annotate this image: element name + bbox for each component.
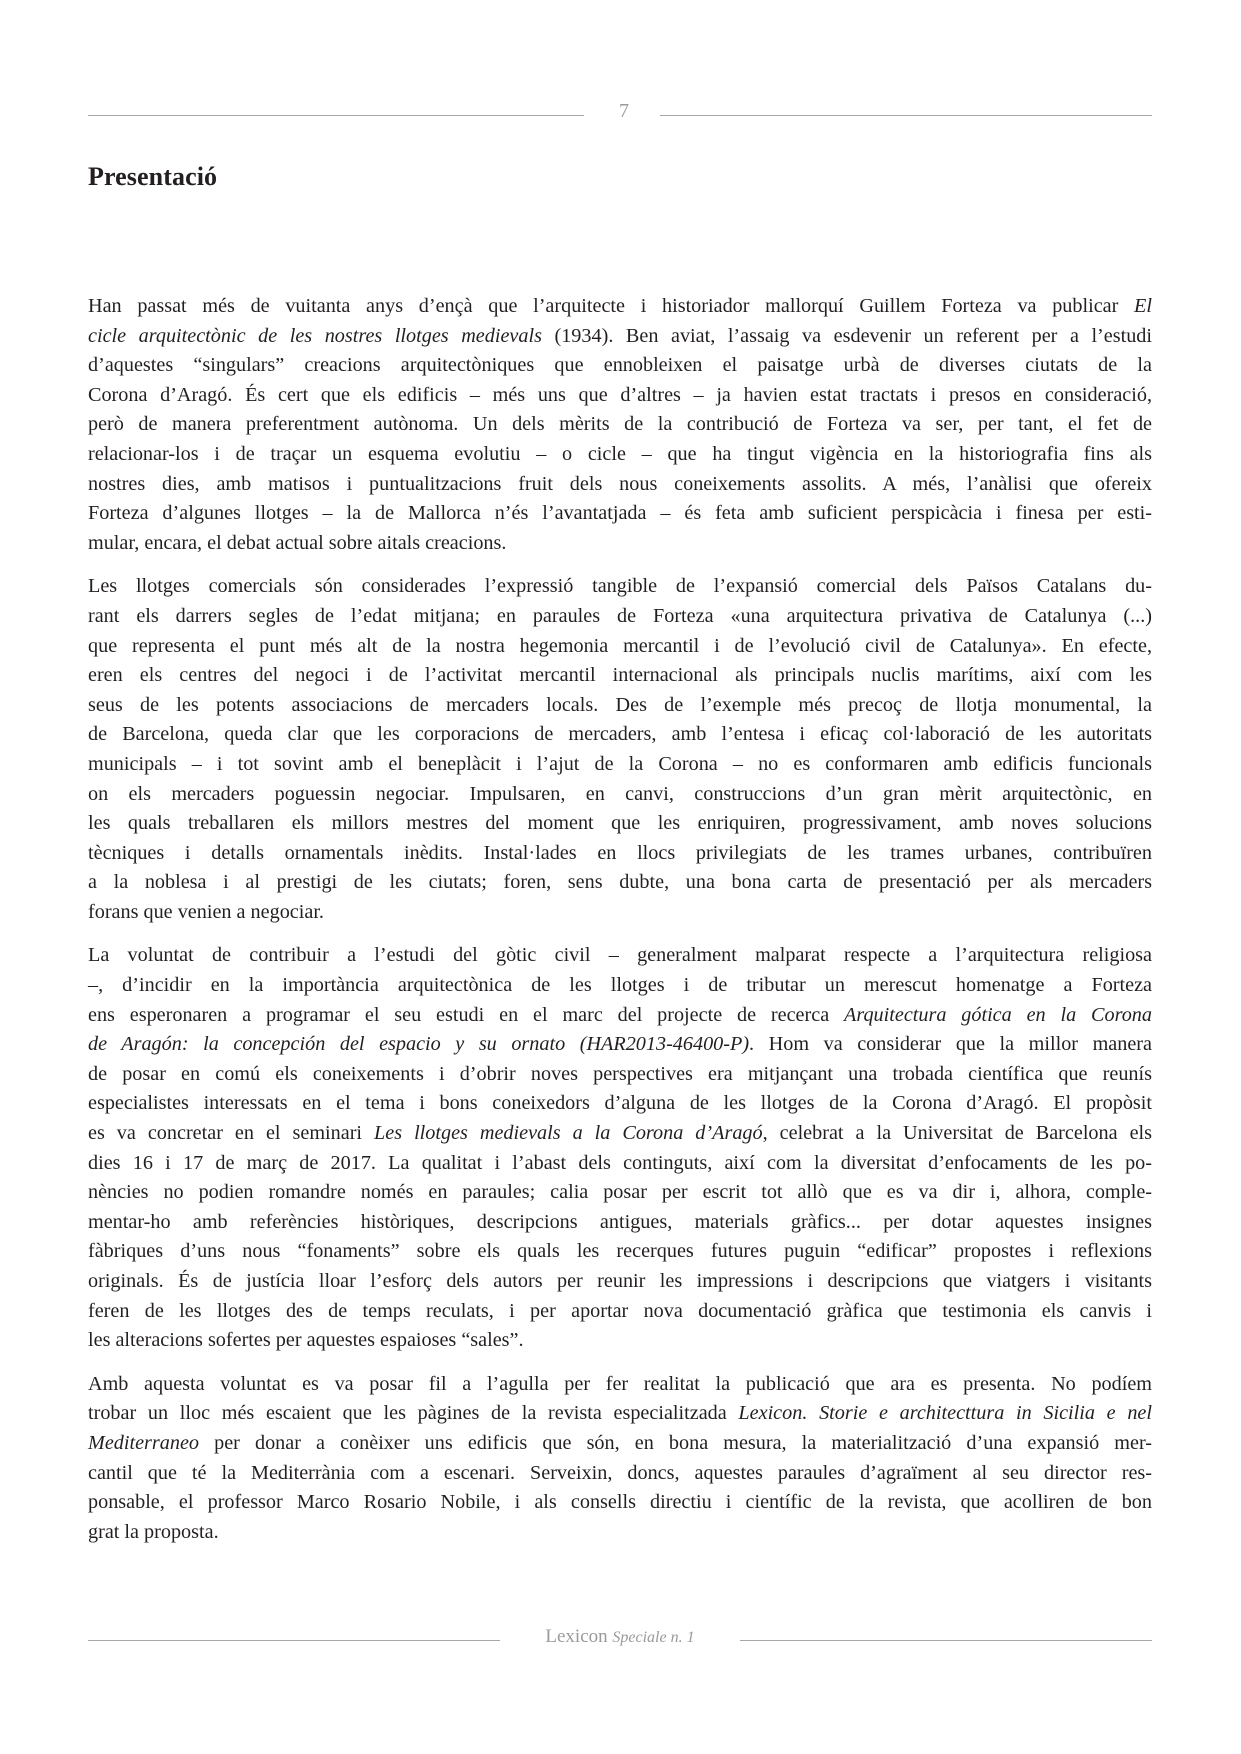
- text-line: [88, 941, 1152, 971]
- text-segment: trobar un lloc més escaient que les pàgines de la revista especialitzada: [88, 1402, 739, 1425]
- italic-title: El: [1134, 295, 1152, 317]
- text-line: [88, 572, 1152, 602]
- text-line: [88, 868, 1152, 898]
- text-segment: rant els darrers segles de l’edat mitjana; en paraules de Forteza «una arquitectura privativa de Catalunya (...): [88, 604, 1152, 627]
- text-line: [88, 1399, 1152, 1429]
- text-segment: d’aquestes “singulars” creacions arquitectòniques que ennobleixen el paisatge urbà de diverses ciutats de la: [88, 354, 1152, 377]
- text-segment: on els mercaders poguessin negociar. Impulsaren, en canvi, construccions d’un gran mèrit arquitectònic, en: [88, 782, 1152, 805]
- text-line: [88, 1208, 1152, 1238]
- text-segment: dies 16 i 17 de març de 2017. La qualitat i l’abast dels continguts, així com la diversitat d’enfocaments de les po-: [88, 1151, 1152, 1174]
- text-segment: tècniques i detalls ornamentals inèdits. Instal·lades en llocs privilegiats de les trames urbanes, contribuïren: [88, 841, 1152, 864]
- text-line: [88, 1089, 1152, 1119]
- text-segment: les alteracions sofertes per aquestes espaioses “sales”.: [88, 1329, 524, 1352]
- italic-title: Lexicon. Storie e architecttura in Sicilia e nel: [738, 1402, 1152, 1425]
- paragraph: [88, 941, 1152, 1355]
- text-line: [88, 1297, 1152, 1327]
- text-line: [88, 1488, 1152, 1518]
- page-header: [88, 100, 1152, 124]
- text-line: [88, 1149, 1152, 1179]
- text-segment: Corona d’Aragó. És cert que els edificis – més uns que d’altres – ja havien estat tractats i presos en consideració,: [88, 383, 1152, 406]
- text-segment: eren els centres del negoci i de l’activitat mercantil internacional als principals nuclis marítims, així com les: [88, 664, 1152, 687]
- text-line: [88, 839, 1152, 869]
- text-segment: mentar-ho amb referències històriques, descripcions antigues, materials gràfics... per dotar aquestes insignes: [88, 1210, 1152, 1233]
- journal-name: Lexicon: [545, 1626, 608, 1647]
- paragraph: [88, 572, 1152, 927]
- text-segment: cantil que té la Mediterrània com a escenari. Serveixin, doncs, aquestes paraules d’agraïment al seu director res-: [88, 1461, 1152, 1484]
- text-segment: Les llotges comercials són considerades l’expressió tangible de l’expansió comercial dels Països Catalans du-: [88, 575, 1152, 598]
- text-segment: Han passat més de vuitanta anys d’ençà que l’arquitecte i historiador mallorquí Guillem Forteza va publicar: [88, 295, 1135, 317]
- text-segment: seus de les potents associacions de mercaders locals. Des de l’exemple més precoç de llotja monumental, la: [88, 693, 1152, 716]
- text-line: [88, 1370, 1152, 1400]
- text-line: [88, 632, 1152, 662]
- text-line: [88, 1119, 1152, 1149]
- text-line: [88, 351, 1152, 381]
- text-segment: ponsable, el professor Marco Rosario Nobile, i als consells directiu i científic de la revista, que acolliren de bon: [88, 1491, 1152, 1514]
- header-rule-left: [88, 115, 584, 116]
- text-line: [88, 1178, 1152, 1208]
- text-segment: fàbriques d’uns nous “fonaments” sobre els quals les recerques futures puguin “edificar” propostes i reflexions: [88, 1240, 1152, 1263]
- page-footer: [88, 1626, 1152, 1650]
- text-line: [88, 691, 1152, 721]
- text-line: [88, 470, 1152, 500]
- page-number: 7: [619, 100, 629, 122]
- text-segment: grat la proposta.: [88, 1520, 219, 1543]
- text-line: [88, 1518, 1152, 1548]
- footer-rule-right: [740, 1640, 1152, 1641]
- paragraph: [88, 292, 1152, 558]
- text-line: [88, 1459, 1152, 1489]
- text-segment: . Hom va considerar que la millor manera: [749, 1033, 1152, 1056]
- text-segment: municipals – i tot sovint amb el beneplàcit i l’ajut de la Corona – no es conformaren amb edificis funcionals: [88, 752, 1152, 775]
- italic-title: Mediterraneo: [88, 1431, 200, 1454]
- text-segment: nències no podien romandre només en paraules; calia posar per escrit tot allò que es va dir i, alhora, comple-: [88, 1181, 1152, 1204]
- text-line: [88, 410, 1152, 440]
- text-line: [88, 1060, 1152, 1090]
- text-line: [88, 780, 1152, 810]
- article-body: [88, 292, 1152, 1561]
- text-segment: forans que venien a negociar.: [88, 900, 324, 923]
- text-segment: mular, encara, el debat actual sobre aitals creacions.: [88, 531, 507, 554]
- text-line: [88, 1001, 1152, 1031]
- text-segment: –, d’incidir en la importància arquitectònica de les llotges i de tributar un merescut homenatge a Forteza: [88, 974, 1152, 997]
- text-line: [88, 720, 1152, 750]
- text-line: [88, 898, 1152, 928]
- text-segment: La voluntat de contribuir a l’estudi del gòtic civil – generalment malparat respecte a l’arquitectura religiosa: [88, 944, 1152, 967]
- paragraph: [88, 1370, 1152, 1548]
- text-segment: feren de les llotges des de temps reculats, i per aportar nova documentació gràfica que testimonia els canvis i: [88, 1299, 1152, 1322]
- text-segment: ens esperonaren a programar el seu estudi en el marc del projecte de recerca: [88, 1003, 845, 1026]
- italic-title: cicle arquitectònic de les nostres llotges medievals: [88, 324, 542, 347]
- text-line: [88, 499, 1152, 529]
- journal-issue: Speciale n. 1: [612, 1629, 695, 1646]
- text-segment: les quals treballaren els millors mestres del moment que les enriquiren, progressivament, amb noves solucions: [88, 812, 1152, 835]
- text-line: [88, 1030, 1152, 1060]
- text-line: [88, 529, 1152, 559]
- text-line: [88, 661, 1152, 691]
- text-line: [88, 292, 1152, 322]
- text-line: [88, 971, 1152, 1001]
- text-line: [88, 602, 1152, 632]
- text-line: [88, 440, 1152, 470]
- text-segment: nostres dies, amb matisos i puntualitzacions fruit dels nous coneixements assolits. A més, l’anàlisi que ofereix: [88, 472, 1152, 495]
- text-line: [88, 1429, 1152, 1459]
- text-segment: que representa el punt més alt de la nostra hegemonia mercantil i de l’evolució civil de Catalunya». En efecte,: [88, 634, 1152, 657]
- text-segment: però de manera preferentment autònoma. Un dels mèrits de la contribució de Forteza va ser, per tant, el fet de: [88, 413, 1152, 436]
- text-line: [88, 750, 1152, 780]
- text-line: [88, 1326, 1152, 1356]
- text-segment: originals. És de justícia lloar l’esforç dels autors per reunir les impressions i descripcions que viatgers i visitants: [88, 1270, 1152, 1292]
- text-segment: a la noblesa i al prestigi de les ciutats; foren, sens dubte, una bona carta de presentació per als mercaders: [88, 871, 1152, 894]
- italic-title: Arquitectura gótica en la Corona: [844, 1003, 1152, 1026]
- text-segment: es va concretar en el seminari: [88, 1122, 375, 1145]
- text-segment: Amb aquesta voluntat es va posar fil a l’agulla per fer realitat la publicació que ara es presenta. No podíem: [88, 1372, 1152, 1395]
- text-segment: per donar a conèixer uns edificis que són, en bona mesura, la materialització d’una expansió mer-: [199, 1431, 1152, 1454]
- text-line: [88, 1267, 1152, 1297]
- text-segment: de Barcelona, queda clar que les corporacions de mercaders, amb l’entesa i eficaç col·laboració de les autoritats: [88, 723, 1152, 746]
- text-segment: de posar en comú els coneixements i d’obrir noves perspectives era mitjançant una trobada científica que reunís: [88, 1062, 1152, 1085]
- journal-label: [532, 1626, 708, 1648]
- header-rule-right: [660, 115, 1152, 116]
- text-segment: (1934). Ben aviat, l’assaig va esdevenir un referent per a l’estudi: [541, 324, 1153, 347]
- text-line: [88, 381, 1152, 411]
- text-segment: Forteza d’algunes llotges – la de Mallorca n’és l’avantatjada – és feta amb suficient perspicàcia i finesa per esti-: [88, 502, 1152, 525]
- footer-rule-left: [88, 1640, 500, 1641]
- italic-title: Les llotges medievals a la Corona d’Aragó: [374, 1122, 763, 1145]
- italic-title: de Aragón: la concepción del espacio y su ornato (HAR2013-46400-P): [88, 1033, 750, 1056]
- text-segment: , celebrat a la Universitat de Barcelona els: [762, 1122, 1152, 1145]
- text-line: [88, 322, 1152, 352]
- text-segment: especialistes interessats en el tema i bons coneixedors d’alguna de les llotges de la Corona d’Aragó. El propòsit: [88, 1092, 1152, 1115]
- text-line: [88, 809, 1152, 839]
- text-segment: relacionar-los i de traçar un esquema evolutiu – o cicle – que ha tingut vigència en la historiografia fins als: [88, 442, 1152, 465]
- text-line: [88, 1237, 1152, 1267]
- section-title: Presentació: [88, 162, 218, 191]
